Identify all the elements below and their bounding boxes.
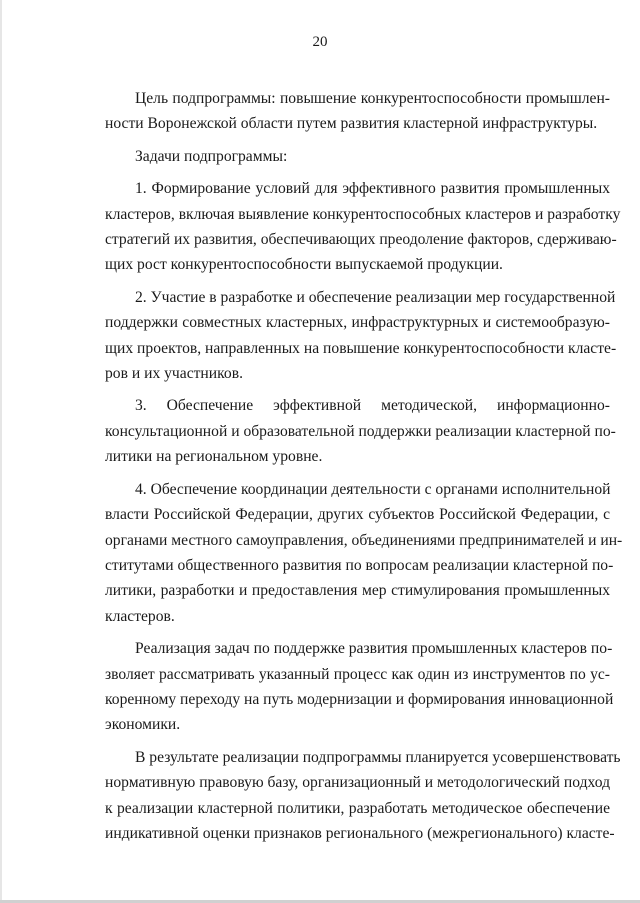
paragraph xyxy=(105,86,610,137)
text-line: щих проектов, направленных на повышение конкурентоспособности класте- xyxy=(105,339,617,357)
document-body xyxy=(105,86,623,853)
text-line: ности Воронежской области путем развития кластерной инфраструктуры. xyxy=(105,115,598,133)
text-line: органами местного самоуправления, объединениями предпринимателей и ин- xyxy=(105,531,623,549)
text-line: зволяет рассматривать указанный процесс как один из инструментов по ус- xyxy=(105,665,610,683)
text-line: поддержки совместных кластерных, инфраструктурных и системообразую- xyxy=(105,314,610,332)
text-line: щих рост конкурентоспособности выпускаемой продукции. xyxy=(105,256,503,274)
paragraph xyxy=(105,636,614,738)
text-line: индикативной оценки признаков регионального (межрегионального) класте- xyxy=(105,824,615,842)
text-line: 3. Обеспечение эффективной методической, информационно- xyxy=(135,397,610,415)
text-line: власти Российской Федерации, других субъектов Российской Федерации, с xyxy=(105,506,610,524)
paragraph xyxy=(105,745,621,847)
text-line: ров и их участников. xyxy=(105,365,243,383)
text-line: Задачи подпрограммы: xyxy=(135,147,288,165)
text-line: экономики. xyxy=(105,716,181,734)
page-number: 20 xyxy=(312,34,328,50)
text-line: 2. Участие в разработке и обеспечение реализации мер государственной xyxy=(135,288,616,306)
text-line: В результате реализации подпрограммы планируется усовершенствовать xyxy=(135,748,621,766)
paragraph xyxy=(105,477,623,629)
text-line: литики, разработки и предоставления мер стимулирования промышленных xyxy=(105,582,610,600)
text-line: коренному переходу на путь модернизации и формирования инновационной xyxy=(105,690,614,708)
text-line: консультационной и образовательной поддержки реализации кластерной по- xyxy=(105,422,616,440)
paragraph xyxy=(105,285,617,387)
text-line: Цель подпрограммы: повышение конкурентоспособности промышлен- xyxy=(135,90,610,107)
text-line: стратегий их развития, обеспечивающих преодоление факторов, сдерживаю- xyxy=(105,231,617,249)
text-line: 1. Формирование условий для эффективного развития промышленных xyxy=(135,180,610,198)
paragraph xyxy=(105,393,616,469)
text-line: Реализация задач по поддержке развития промышленных кластеров по- xyxy=(135,640,613,658)
scan-edge-left xyxy=(0,0,2,903)
text-line: к реализации кластерной политики, разработать методическое обеспечение xyxy=(105,799,610,817)
paragraph xyxy=(105,176,621,278)
text-line: литики на региональном уровне. xyxy=(105,448,323,466)
text-line: 4. Обеспечение координации деятельности с органами исполнительной xyxy=(135,480,611,498)
text-line: нормативную правовую базу, организационный и методологический подход xyxy=(105,774,610,792)
paragraph xyxy=(105,144,610,169)
text-line: кластеров. xyxy=(105,607,175,625)
text-line: кластеров, включая выявление конкурентоспособных кластеров и разработку xyxy=(105,205,621,223)
text-line: ститутами общественного развития по вопросам реализации кластерной по- xyxy=(105,556,614,574)
